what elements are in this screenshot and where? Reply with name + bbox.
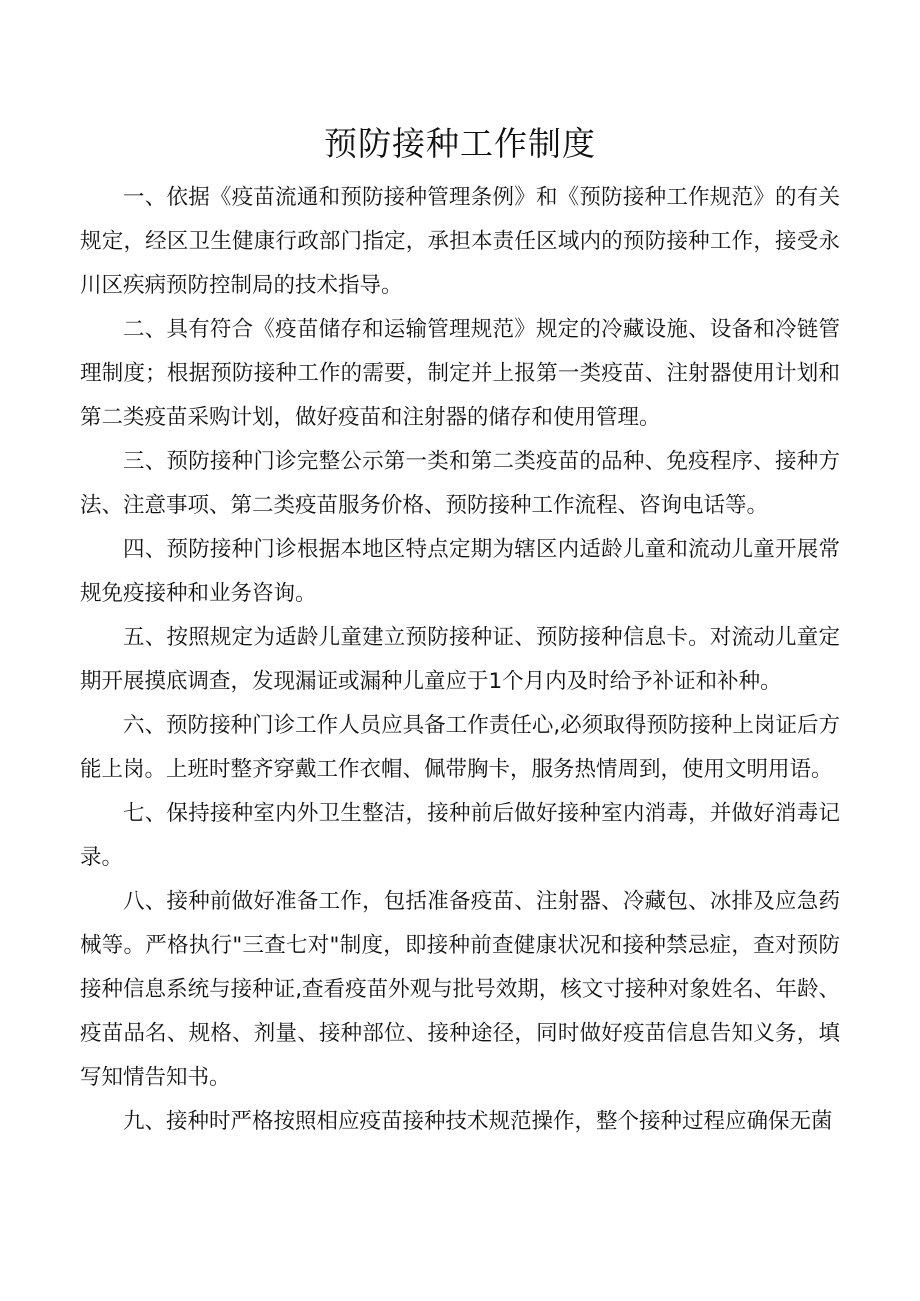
paragraph-7: 七、保持接种室内外卫生整洁，接种前后做好接种室内消毒，并做好消毒记录。: [80, 801, 840, 870]
paragraph-9: 九、接种时严格按照相应疫苗接种技术规范操作，整个接种过程应确保无菌: [123, 1109, 833, 1134]
paragraph-1: 一、依据《疫苗流通和预防接种管理条例》和《预防接种工作规范》的有关规定，经区卫生健康行政部门指定，承担本责任区域内的预防接种工作，接受永川区疾病预防控制局的技术指导。: [80, 185, 840, 298]
paragraph-6: 六、预防接种门诊工作人员应具备工作责任心,必须取得预防接种上岗证后方能上岗。上班时整齐穿戴工作衣帽、佩带胸卡，服务热情周到，使用文明用语。: [80, 713, 840, 782]
paragraph-2: 二、具有符合《疫苗储存和运输管理规范》规定的冷藏设施、设备和冷链管理制度；根据预防接种工作的需要，制定并上报第一类疫苗、注射器使用计划和第二类疫苗采购计划，做好疫苗和注射器的储存和使用管理。: [80, 317, 840, 430]
paragraph-4: 四、预防接种门诊根据本地区特点定期为辖区内适龄儿童和流动儿童开展常规免疫接种和业务咨询。: [80, 537, 840, 606]
paragraph-3: 三、预防接种门诊完整公示第一类和第二类疫苗的品种、免疫程序、接种方法、注意事项、第二类疫苗服务价格、预防接种工作流程、咨询电话等。: [80, 449, 840, 518]
paragraph-8: 八、接种前做好准备工作，包括准备疫苗、注射器、冷藏包、冰排及应急药械等。严格执行"三查七对"制度，即接种前查健康状况和接种禁忌症，查对预防接种信息系统与接种证,查看疫苗外观与批号效期，核文寸接种对象姓名、年龄、疫苗品名、规格、剂量、接种部位、接种途径，同时做好疫苗信息告知义务，填写知情告知书。: [80, 889, 840, 1090]
document-body: [80, 176, 840, 1144]
document-title: 预防接种工作制度: [324, 124, 596, 163]
paragraph-5: 五、按照规定为适龄儿童建立预防接种证、预防接种信息卡。对流动儿童定期开展摸底调查，发现漏证或漏种儿童应于1个月内及时给予补证和补种。: [80, 625, 840, 694]
